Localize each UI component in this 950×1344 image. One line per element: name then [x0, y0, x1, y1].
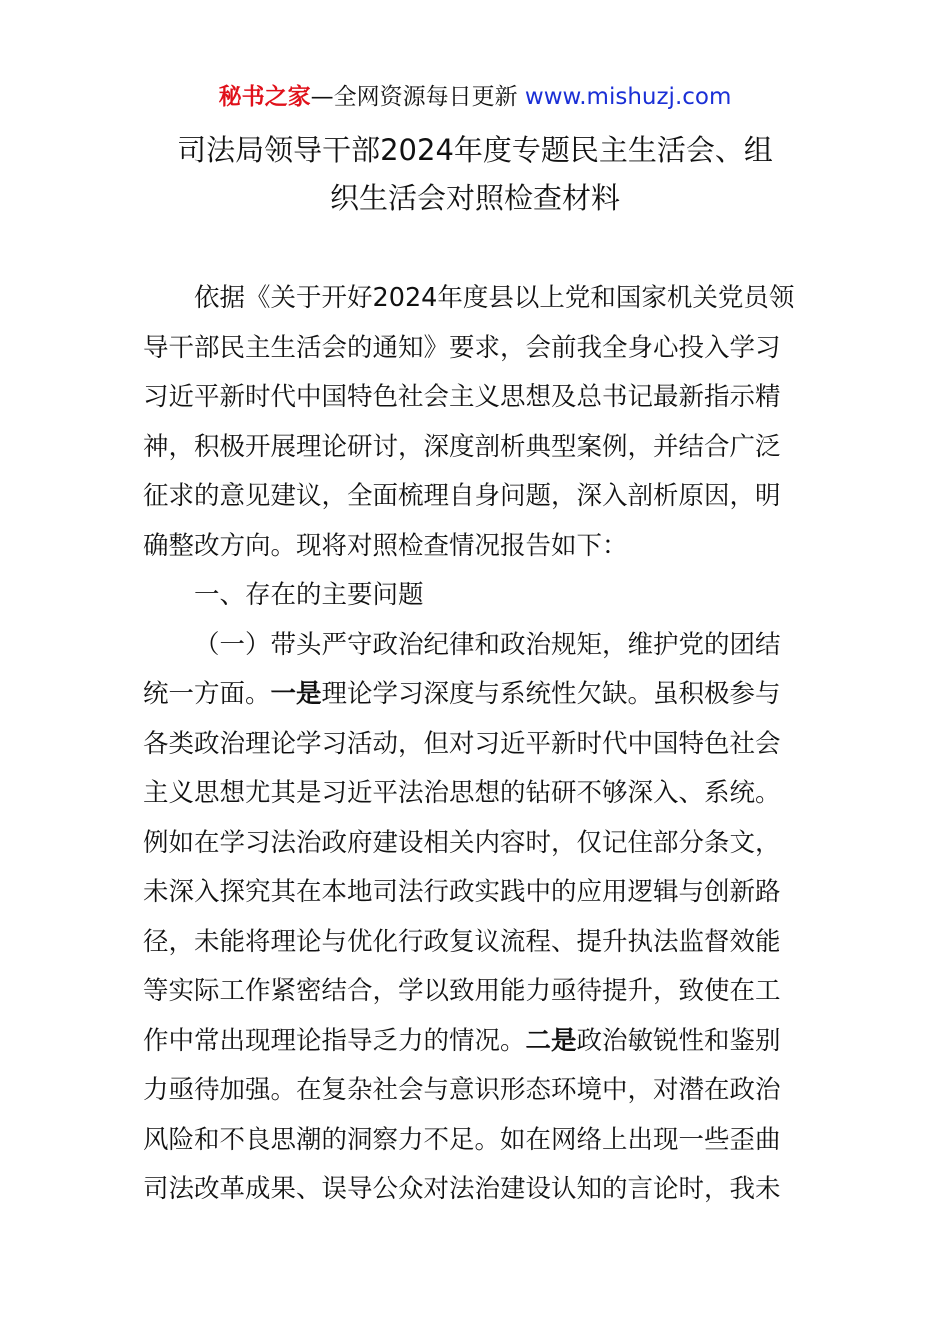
paragraph-line: 等实际工作紧密结合，学以致用能力亟待提升，致使在工	[143, 976, 781, 1006]
brand-name: 秘书之家	[218, 84, 311, 110]
paragraph-line: 径，未能将理论与优化行政复议流程、提升执法监督效能	[143, 926, 781, 957]
point-marker-second: 二是	[525, 1025, 577, 1056]
paragraph-line	[143, 670, 813, 720]
document-title	[140, 126, 810, 222]
document-body	[143, 274, 813, 1215]
paragraph-line: 未深入探究其在本地司法行政实践中的应用逻辑与创新路	[143, 877, 781, 907]
paragraph-line: 导干部民主生活会的通知》要求，会前我全身心投入学习	[143, 332, 781, 363]
paragraph-line: 确整改方向。现将对照检查情况报告如下：	[143, 530, 628, 561]
text-segment: 统一方面。	[143, 679, 271, 709]
site-tagline: —全网资源每日更新	[310, 84, 518, 110]
title-line-2: 织生活会对照检查材料	[329, 181, 620, 215]
paragraph-line: 风险和不良思潮的洞察力不足。如在网络上出现一些歪曲	[143, 1124, 781, 1155]
text-segment: 理论学习深度与系统性欠缺。虽积极参与	[321, 679, 781, 709]
text-segment: 作中常出现理论指导乏力的情况。	[143, 1025, 526, 1056]
paragraph-line: 力亟待加强。在复杂社会与意识形态环境中，对潜在政治	[143, 1075, 781, 1105]
paragraph-line: 依据《关于开好2024年度县以上党和国家机关党员领	[194, 283, 795, 313]
point-marker-first: 一是	[270, 679, 322, 709]
paragraph-line: 神，积极开展理论研讨，深度剖析典型案例，并结合广泛	[143, 431, 781, 462]
site-header	[0, 80, 950, 114]
paragraph-line: 各类政治理论学习活动，但对习近平新时代中国特色社会	[143, 728, 781, 759]
section-heading: 一、存在的主要问题	[194, 580, 424, 610]
title-line-1: 司法局领导干部2024年度专题民主生活会、组	[177, 133, 773, 167]
subsection-heading: （一）带头严守政治纪律和政治规矩，维护党的团结	[194, 629, 781, 660]
paragraph-line: 例如在学习法治政府建设相关内容时，仅记住部分条文，	[143, 827, 781, 858]
paragraph-line	[143, 1017, 813, 1067]
paragraph-line: 司法改革成果、误导公众对法治建设认知的言论时，我未	[143, 1174, 781, 1204]
text-segment: 政治敏锐性和鉴别	[576, 1025, 781, 1056]
paragraph-line: 主义思想尤其是习近平法治思想的钻研不够深入、系统。	[143, 778, 781, 808]
site-url-link[interactable]: www.mishuzj.com	[524, 84, 732, 110]
paragraph-line: 征求的意见建议，全面梳理自身问题，深入剖析原因，明	[143, 481, 781, 511]
paragraph-line: 习近平新时代中国特色社会主义思想及总书记最新指示精	[143, 382, 781, 412]
